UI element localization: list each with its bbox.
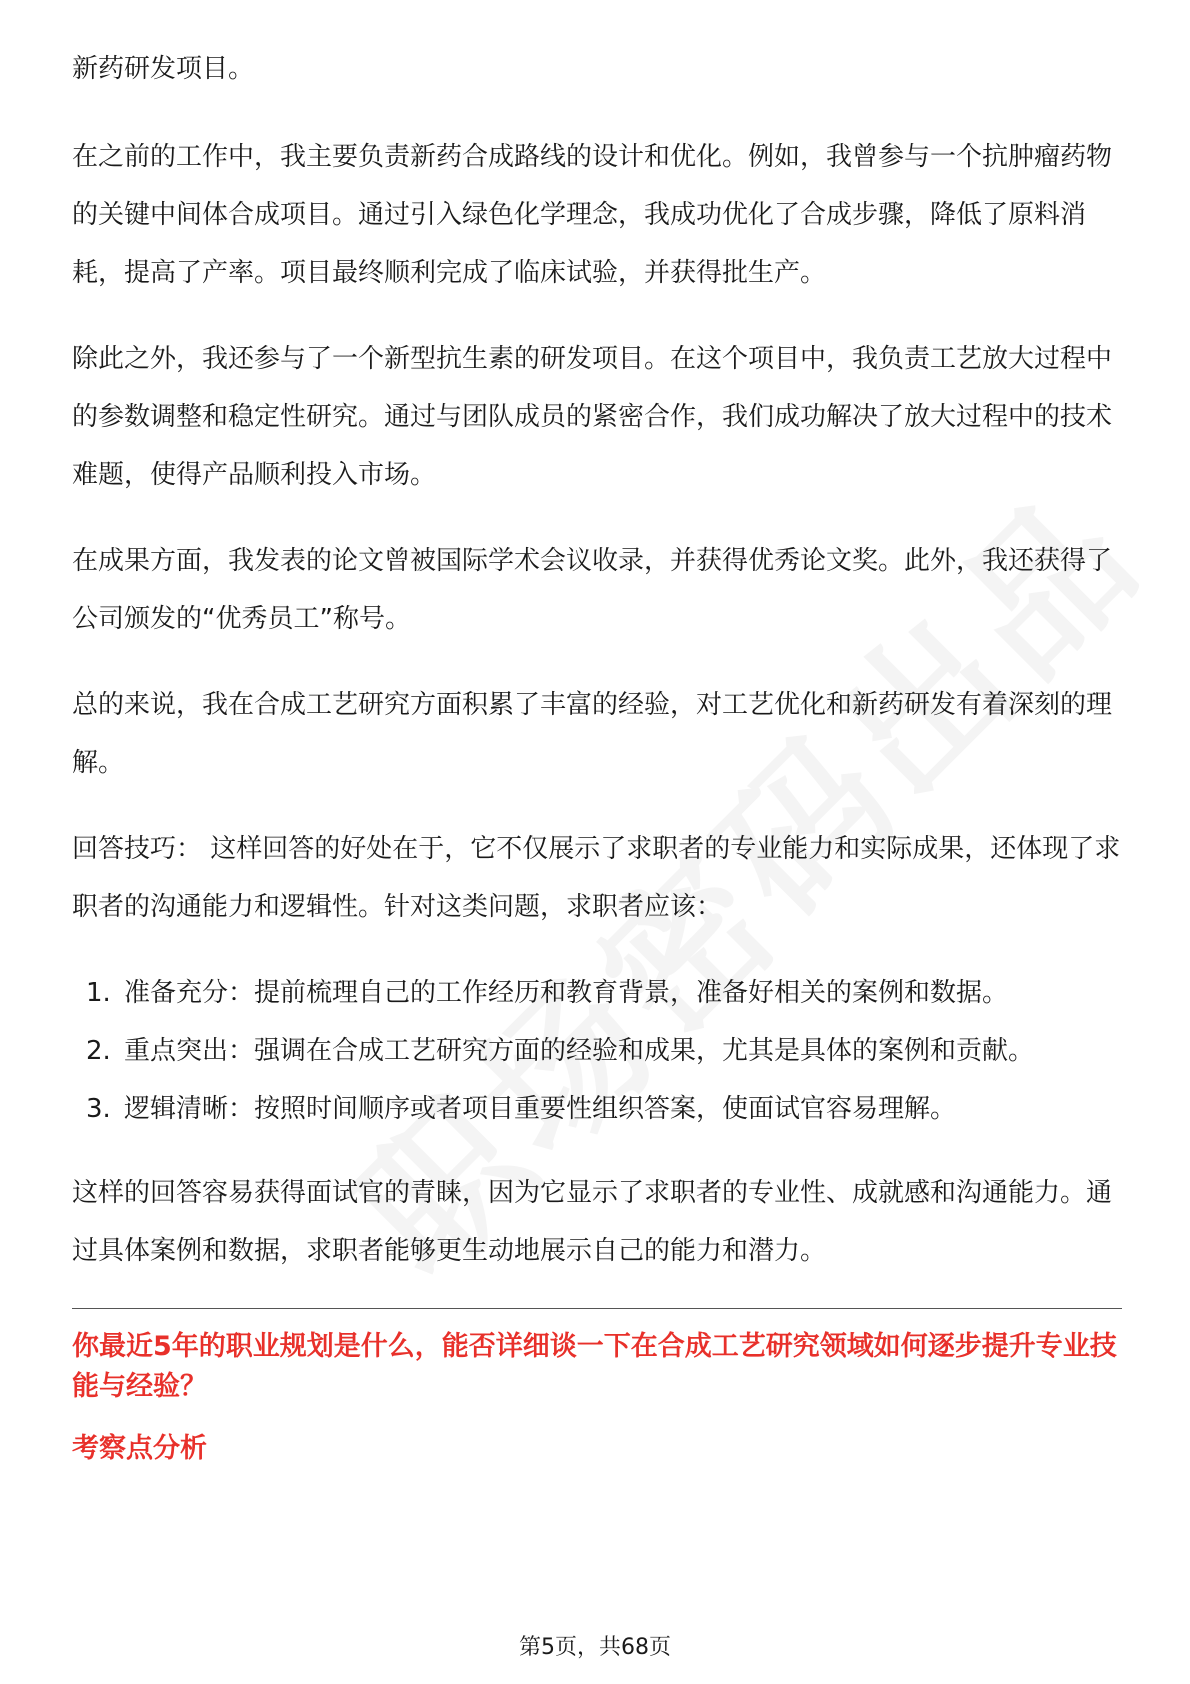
- paragraph: 在成果方面，我发表的论文曾被国际学术会议收录，并获得优秀论文奖。此外，我还获得了公司颁发的“优秀员工”称号。: [72, 546, 1113, 634]
- next-question-heading: 你最近5年的职业规划是什么，能否详细谈一下在合成工艺研究领域如何逐步提升专业技能与经验？: [72, 1331, 1117, 1402]
- page-content: [72, 40, 1122, 1469]
- list-item: [72, 1080, 1122, 1138]
- page-number-footer: 第5页，共68页: [519, 1635, 671, 1660]
- closing-paragraph: 这样的回答容易获得面试官的青睐，因为它显示了求职者的专业性、成就感和沟通能力。通过具体案例和数据，求职者能够更生动地展示自己的能力和潜力。: [72, 1178, 1113, 1266]
- list-item-text: 准备充分：提前梳理自己的工作经历和教育背景，准备好相关的案例和数据。: [124, 978, 1009, 1008]
- list-item: [72, 964, 1122, 1022]
- list-number: 1.: [86, 978, 111, 1008]
- tips-list: [72, 964, 1122, 1138]
- list-number: 3.: [86, 1094, 111, 1124]
- list-item: [72, 1022, 1122, 1080]
- paragraph: 在之前的工作中，我主要负责新药合成路线的设计和优化。例如，我曾参与一个抗肿瘤药物的关键中间体合成项目。通过引入绿色化学理念，我成功优化了合成步骤，降低了原料消耗，提高了产率。项目最终顺利完成了临床试验，并获得批生产。: [72, 142, 1113, 288]
- paragraph: 总的来说，我在合成工艺研究方面积累了丰富的经验，对工艺优化和新药研发有着深刻的理解。: [72, 690, 1113, 778]
- list-item-text: 逻辑清晰：按照时间顺序或者项目重要性组织答案，使面试官容易理解。: [124, 1094, 957, 1124]
- section-title: 考察点分析: [72, 1433, 207, 1464]
- paragraph: 新药研发项目。: [72, 54, 255, 84]
- list-item-text: 重点突出：强调在合成工艺研究方面的经验和成果，尤其是具体的案例和贡献。: [124, 1036, 1035, 1066]
- list-number: 2.: [86, 1036, 111, 1066]
- answer-tips-intro: 回答技巧： 这样回答的好处在于，它不仅展示了求职者的专业能力和实际成果，还体现了求职者的沟通能力和逻辑性。针对这类问题，求职者应该：: [72, 834, 1121, 922]
- section-divider: [72, 1308, 1122, 1309]
- paragraph: 除此之外，我还参与了一个新型抗生素的研发项目。在这个项目中，我负责工艺放大过程中的参数调整和稳定性研究。通过与团队成员的紧密合作，我们成功解决了放大过程中的技术难题，使得产品顺利投入市场。: [72, 344, 1113, 490]
